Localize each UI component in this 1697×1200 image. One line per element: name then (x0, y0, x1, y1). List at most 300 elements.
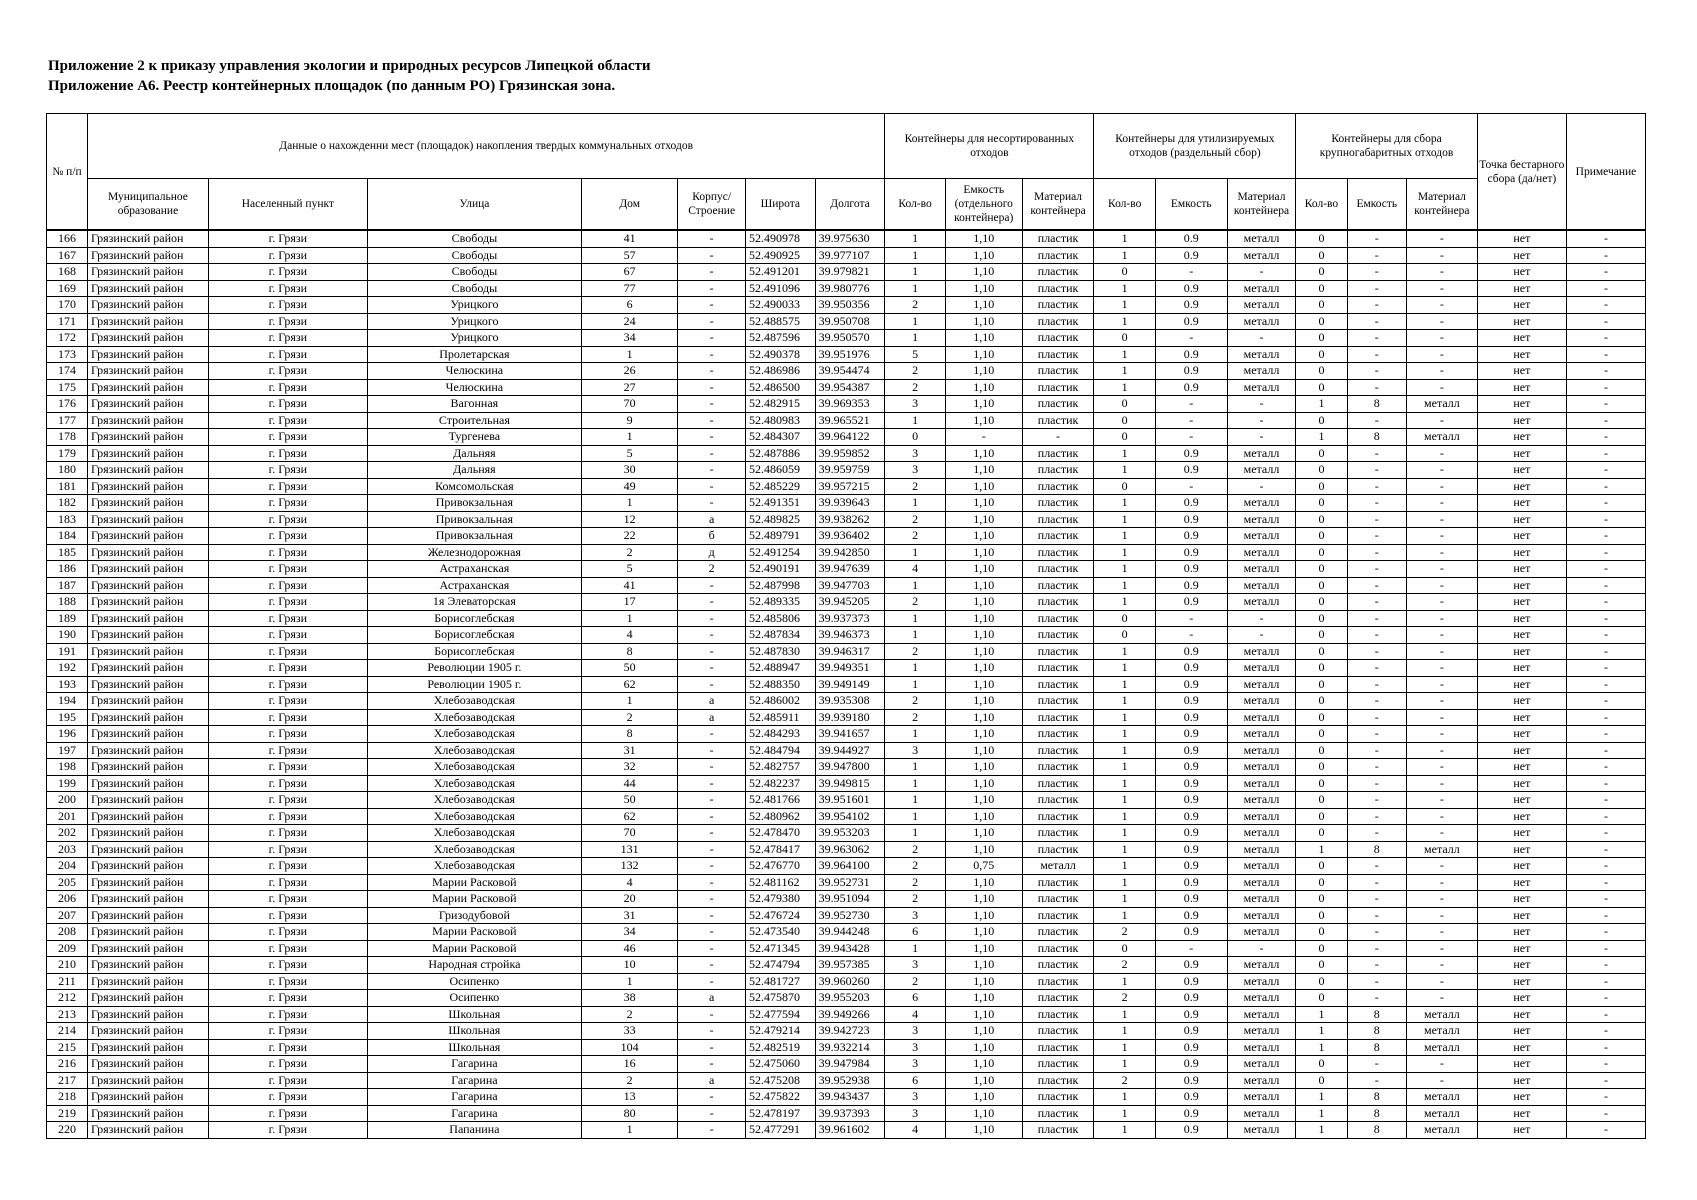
cell-num: 204 (47, 858, 88, 875)
cell-bulky-count: 0 (1296, 643, 1347, 660)
cell-building: 2 (678, 561, 746, 578)
cell-bulky-material: - (1407, 808, 1478, 825)
table-row (47, 858, 1646, 875)
cell-note: - (1566, 973, 1645, 990)
cell-unsorted-capacity: 1,10 (945, 511, 1022, 528)
cell-municipality: Грязинский район (87, 907, 208, 924)
table-row (47, 330, 1646, 347)
cell-note: - (1566, 990, 1645, 1007)
table-row (47, 676, 1646, 693)
cell-recycled-capacity: 0.9 (1155, 973, 1227, 990)
cell-unsorted-capacity: 1,10 (945, 874, 1022, 891)
cell-unsorted-count: 2 (885, 528, 945, 545)
cell-unsorted-material: пластик (1022, 1056, 1094, 1073)
cell-house: 2 (581, 544, 677, 561)
cell-unsorted-material: пластик (1022, 742, 1094, 759)
cell-unsorted-capacity: 1,10 (945, 693, 1022, 710)
cell-municipality: Грязинский район (87, 1039, 208, 1056)
cell-longitude: 39.949351 (815, 660, 885, 677)
cell-recycled-material: - (1227, 610, 1296, 627)
cell-settlement: г. Грязи (208, 330, 367, 347)
cell-longitude: 39.939180 (815, 709, 885, 726)
cell-recycled-capacity: 0.9 (1155, 726, 1227, 743)
cell-street: Гагарина (367, 1072, 581, 1089)
cell-latitude: 52.484307 (745, 429, 815, 446)
cell-unsorted-capacity: 1,10 (945, 676, 1022, 693)
cell-bulky-capacity: - (1347, 577, 1406, 594)
cell-bulky-material: - (1407, 825, 1478, 842)
cell-municipality: Грязинский район (87, 577, 208, 594)
cell-note: - (1566, 230, 1645, 247)
header-col: Муниципальное образование (87, 179, 208, 231)
cell-house: 77 (581, 280, 677, 297)
cell-settlement: г. Грязи (208, 1089, 367, 1106)
cell-point: нет (1477, 230, 1566, 247)
cell-settlement: г. Грязи (208, 841, 367, 858)
cell-unsorted-capacity: 1,10 (945, 907, 1022, 924)
cell-longitude: 39.950356 (815, 297, 885, 314)
cell-house: 34 (581, 330, 677, 347)
cell-house: 6 (581, 297, 677, 314)
cell-settlement: г. Грязи (208, 247, 367, 264)
cell-street: Строительная (367, 412, 581, 429)
cell-settlement: г. Грязи (208, 643, 367, 660)
header-recycled-group: Контейнеры для утилизируемых отходов (раздельный сбор) (1094, 114, 1296, 179)
cell-num: 210 (47, 957, 88, 974)
cell-latitude: 52.487834 (745, 627, 815, 644)
table-row (47, 1105, 1646, 1122)
cell-street: Хлебозаводская (367, 742, 581, 759)
cell-point: нет (1477, 660, 1566, 677)
cell-bulky-capacity: - (1347, 825, 1406, 842)
cell-note: - (1566, 874, 1645, 891)
cell-bulky-count: 0 (1296, 775, 1347, 792)
cell-bulky-capacity: - (1347, 759, 1406, 776)
cell-settlement: г. Грязи (208, 561, 367, 578)
cell-bulky-material: - (1407, 759, 1478, 776)
cell-house: 80 (581, 1105, 677, 1122)
cell-note: - (1566, 412, 1645, 429)
cell-unsorted-material: пластик (1022, 874, 1094, 891)
cell-house: 16 (581, 1056, 677, 1073)
cell-bulky-material: - (1407, 330, 1478, 347)
cell-recycled-count: 1 (1094, 643, 1155, 660)
cell-unsorted-material: пластик (1022, 808, 1094, 825)
cell-note: - (1566, 528, 1645, 545)
cell-bulky-capacity: - (1347, 478, 1406, 495)
cell-settlement: г. Грязи (208, 313, 367, 330)
cell-unsorted-capacity: 1,10 (945, 594, 1022, 611)
header-location-group: Данные о нахожденни мест (площадок) накопления твердых коммунальных отходов (87, 114, 884, 179)
cell-bulky-material: металл (1407, 1023, 1478, 1040)
cell-recycled-capacity: 0.9 (1155, 594, 1227, 611)
cell-longitude: 39.946317 (815, 643, 885, 660)
cell-note: - (1566, 478, 1645, 495)
cell-recycled-count: 0 (1094, 330, 1155, 347)
cell-bulky-material: - (1407, 313, 1478, 330)
cell-street: Свободы (367, 264, 581, 281)
cell-unsorted-count: 2 (885, 709, 945, 726)
cell-recycled-material: металл (1227, 1072, 1296, 1089)
cell-unsorted-count: 2 (885, 841, 945, 858)
cell-bulky-count: 1 (1296, 1039, 1347, 1056)
cell-note: - (1566, 1105, 1645, 1122)
cell-bulky-count: 1 (1296, 1006, 1347, 1023)
cell-municipality: Грязинский район (87, 957, 208, 974)
cell-unsorted-count: 2 (885, 478, 945, 495)
cell-latitude: 52.475060 (745, 1056, 815, 1073)
cell-municipality: Грязинский район (87, 544, 208, 561)
table-row (47, 874, 1646, 891)
cell-street: Хлебозаводская (367, 693, 581, 710)
cell-longitude: 39.950708 (815, 313, 885, 330)
cell-bulky-material: - (1407, 957, 1478, 974)
cell-bulky-capacity: - (1347, 726, 1406, 743)
cell-bulky-material: - (1407, 280, 1478, 297)
cell-unsorted-material: пластик (1022, 379, 1094, 396)
cell-num: 189 (47, 610, 88, 627)
header-col: Емкость (отдельного контейнера) (945, 179, 1022, 231)
cell-recycled-material: металл (1227, 577, 1296, 594)
cell-longitude: 39.952938 (815, 1072, 885, 1089)
cell-latitude: 52.490925 (745, 247, 815, 264)
cell-longitude: 39.980776 (815, 280, 885, 297)
cell-note: - (1566, 363, 1645, 380)
cell-street: Марии Расковой (367, 940, 581, 957)
cell-municipality: Грязинский район (87, 412, 208, 429)
cell-unsorted-capacity: 1,10 (945, 230, 1022, 247)
cell-unsorted-material: металл (1022, 858, 1094, 875)
cell-unsorted-count: 2 (885, 643, 945, 660)
cell-bulky-material: - (1407, 511, 1478, 528)
cell-recycled-count: 1 (1094, 1089, 1155, 1106)
cell-note: - (1566, 429, 1645, 446)
cell-unsorted-capacity: 1,10 (945, 940, 1022, 957)
cell-recycled-count: 0 (1094, 412, 1155, 429)
header-col: Емкость (1155, 179, 1227, 231)
cell-building: - (678, 808, 746, 825)
cell-note: - (1566, 247, 1645, 264)
cell-num: 166 (47, 230, 88, 247)
table-row (47, 759, 1646, 776)
table-row (47, 973, 1646, 990)
cell-settlement: г. Грязи (208, 297, 367, 314)
cell-unsorted-count: 1 (885, 412, 945, 429)
cell-recycled-material: металл (1227, 528, 1296, 545)
cell-point: нет (1477, 973, 1566, 990)
cell-num: 201 (47, 808, 88, 825)
cell-house: 26 (581, 363, 677, 380)
cell-num: 215 (47, 1039, 88, 1056)
cell-recycled-capacity: 0.9 (1155, 874, 1227, 891)
cell-street: Борисоглебская (367, 627, 581, 644)
cell-unsorted-count: 3 (885, 1105, 945, 1122)
cell-recycled-material: металл (1227, 379, 1296, 396)
cell-unsorted-material: пластик (1022, 495, 1094, 512)
cell-num: 174 (47, 363, 88, 380)
cell-num: 170 (47, 297, 88, 314)
cell-longitude: 39.954102 (815, 808, 885, 825)
cell-bulky-capacity: - (1347, 940, 1406, 957)
cell-bulky-count: 0 (1296, 726, 1347, 743)
cell-recycled-capacity: 0.9 (1155, 709, 1227, 726)
cell-municipality: Грязинский район (87, 858, 208, 875)
cell-recycled-material: металл (1227, 313, 1296, 330)
cell-recycled-material: металл (1227, 280, 1296, 297)
cell-unsorted-capacity: 1,10 (945, 808, 1022, 825)
cell-unsorted-count: 3 (885, 1089, 945, 1106)
header-col: Населенный пункт (208, 179, 367, 231)
cell-municipality: Грязинский район (87, 561, 208, 578)
cell-note: - (1566, 792, 1645, 809)
table-row (47, 264, 1646, 281)
cell-note: - (1566, 693, 1645, 710)
cell-building: - (678, 775, 746, 792)
cell-bulky-count: 0 (1296, 462, 1347, 479)
cell-recycled-material: металл (1227, 742, 1296, 759)
cell-street: Комсомольская (367, 478, 581, 495)
cell-recycled-count: 1 (1094, 577, 1155, 594)
cell-settlement: г. Грязи (208, 445, 367, 462)
cell-building: - (678, 874, 746, 891)
cell-bulky-count: 0 (1296, 478, 1347, 495)
cell-unsorted-material: пластик (1022, 280, 1094, 297)
cell-bulky-material: - (1407, 247, 1478, 264)
cell-recycled-material: металл (1227, 858, 1296, 875)
cell-num: 171 (47, 313, 88, 330)
cell-settlement: г. Грязи (208, 693, 367, 710)
cell-building: - (678, 230, 746, 247)
cell-house: 4 (581, 627, 677, 644)
cell-point: нет (1477, 841, 1566, 858)
cell-settlement: г. Грязи (208, 478, 367, 495)
table-row (47, 610, 1646, 627)
cell-municipality: Грязинский район (87, 280, 208, 297)
cell-recycled-material: металл (1227, 825, 1296, 842)
cell-note: - (1566, 660, 1645, 677)
cell-point: нет (1477, 1006, 1566, 1023)
cell-building: - (678, 792, 746, 809)
cell-point: нет (1477, 643, 1566, 660)
cell-bulky-capacity: - (1347, 907, 1406, 924)
cell-point: нет (1477, 445, 1566, 462)
table-row (47, 462, 1646, 479)
cell-house: 24 (581, 313, 677, 330)
cell-bulky-capacity: 8 (1347, 396, 1406, 413)
table-row (47, 445, 1646, 462)
cell-recycled-material: металл (1227, 462, 1296, 479)
cell-bulky-capacity: - (1347, 313, 1406, 330)
cell-municipality: Грязинский район (87, 429, 208, 446)
cell-bulky-count: 1 (1296, 1105, 1347, 1122)
cell-latitude: 52.490978 (745, 230, 815, 247)
cell-recycled-capacity: 0.9 (1155, 1089, 1227, 1106)
cell-bulky-capacity: - (1347, 924, 1406, 941)
cell-street: Борисоглебская (367, 643, 581, 660)
cell-bulky-capacity: 8 (1347, 1122, 1406, 1139)
cell-note: - (1566, 379, 1645, 396)
cell-point: нет (1477, 1039, 1566, 1056)
cell-latitude: 52.486986 (745, 363, 815, 380)
cell-unsorted-capacity: 1,10 (945, 627, 1022, 644)
cell-recycled-material: металл (1227, 594, 1296, 611)
cell-settlement: г. Грязи (208, 858, 367, 875)
cell-longitude: 39.932214 (815, 1039, 885, 1056)
cell-note: - (1566, 577, 1645, 594)
cell-unsorted-material: пластик (1022, 313, 1094, 330)
cell-unsorted-count: 1 (885, 495, 945, 512)
cell-street: Школьная (367, 1006, 581, 1023)
cell-municipality: Грязинский район (87, 230, 208, 247)
cell-latitude: 52.478470 (745, 825, 815, 842)
cell-recycled-count: 1 (1094, 907, 1155, 924)
cell-bulky-count: 0 (1296, 313, 1347, 330)
cell-recycled-capacity: 0.9 (1155, 924, 1227, 941)
cell-settlement: г. Грязи (208, 957, 367, 974)
cell-point: нет (1477, 313, 1566, 330)
cell-latitude: 52.490191 (745, 561, 815, 578)
cell-bulky-material: - (1407, 874, 1478, 891)
cell-num: 181 (47, 478, 88, 495)
cell-bulky-capacity: 8 (1347, 1089, 1406, 1106)
cell-recycled-capacity: 0.9 (1155, 792, 1227, 809)
cell-point: нет (1477, 594, 1566, 611)
cell-recycled-material: металл (1227, 247, 1296, 264)
table-row (47, 924, 1646, 941)
cell-recycled-material: металл (1227, 841, 1296, 858)
cell-longitude: 39.937393 (815, 1105, 885, 1122)
cell-bulky-count: 0 (1296, 445, 1347, 462)
cell-unsorted-capacity: 1,10 (945, 1089, 1022, 1106)
cell-latitude: 52.491201 (745, 264, 815, 281)
cell-unsorted-count: 1 (885, 313, 945, 330)
cell-settlement: г. Грязи (208, 594, 367, 611)
cell-street: Осипенко (367, 990, 581, 1007)
cell-bulky-material: - (1407, 445, 1478, 462)
cell-unsorted-capacity: 0,75 (945, 858, 1022, 875)
cell-recycled-capacity: - (1155, 264, 1227, 281)
cell-recycled-count: 0 (1094, 478, 1155, 495)
cell-recycled-capacity: - (1155, 940, 1227, 957)
cell-street: Папанина (367, 1122, 581, 1139)
cell-street: Урицкого (367, 313, 581, 330)
cell-note: - (1566, 297, 1645, 314)
cell-settlement: г. Грязи (208, 1039, 367, 1056)
cell-settlement: г. Грязи (208, 660, 367, 677)
cell-settlement: г. Грязи (208, 759, 367, 776)
cell-recycled-count: 1 (1094, 841, 1155, 858)
cell-recycled-capacity: 0.9 (1155, 676, 1227, 693)
cell-recycled-material: металл (1227, 660, 1296, 677)
cell-bulky-count: 0 (1296, 1072, 1347, 1089)
cell-house: 50 (581, 660, 677, 677)
cell-house: 41 (581, 577, 677, 594)
cell-municipality: Грязинский район (87, 693, 208, 710)
cell-unsorted-count: 2 (885, 858, 945, 875)
cell-recycled-capacity: 0.9 (1155, 313, 1227, 330)
cell-bulky-material: - (1407, 478, 1478, 495)
cell-bulky-count: 1 (1296, 429, 1347, 446)
table-row (47, 660, 1646, 677)
cell-house: 8 (581, 726, 677, 743)
cell-unsorted-capacity: 1,10 (945, 643, 1022, 660)
header-col: Кол-во (1094, 179, 1155, 231)
cell-recycled-material: металл (1227, 808, 1296, 825)
cell-municipality: Грязинский район (87, 528, 208, 545)
cell-bulky-material: - (1407, 264, 1478, 281)
cell-note: - (1566, 759, 1645, 776)
cell-unsorted-count: 2 (885, 874, 945, 891)
cell-bulky-material: - (1407, 544, 1478, 561)
cell-settlement: г. Грязи (208, 412, 367, 429)
cell-recycled-capacity: 0.9 (1155, 660, 1227, 677)
cell-recycled-capacity: 0.9 (1155, 1122, 1227, 1139)
cell-longitude: 39.947984 (815, 1056, 885, 1073)
cell-longitude: 39.938262 (815, 511, 885, 528)
cell-latitude: 52.479214 (745, 1023, 815, 1040)
cell-bulky-count: 0 (1296, 940, 1347, 957)
cell-house: 57 (581, 247, 677, 264)
cell-unsorted-capacity: 1,10 (945, 363, 1022, 380)
table-row (47, 297, 1646, 314)
cell-unsorted-count: 1 (885, 759, 945, 776)
cell-street: Урицкого (367, 297, 581, 314)
cell-house: 31 (581, 907, 677, 924)
cell-recycled-count: 1 (1094, 858, 1155, 875)
cell-house: 27 (581, 379, 677, 396)
cell-house: 2 (581, 1006, 677, 1023)
cell-latitude: 52.481766 (745, 792, 815, 809)
cell-unsorted-material: пластик (1022, 412, 1094, 429)
cell-num: 213 (47, 1006, 88, 1023)
cell-bulky-capacity: - (1347, 973, 1406, 990)
cell-longitude: 39.943428 (815, 940, 885, 957)
cell-bulky-material: - (1407, 775, 1478, 792)
cell-latitude: 52.488575 (745, 313, 815, 330)
cell-bulky-capacity: - (1347, 1072, 1406, 1089)
cell-recycled-count: 1 (1094, 528, 1155, 545)
cell-building: - (678, 1122, 746, 1139)
cell-building: - (678, 346, 746, 363)
cell-street: Осипенко (367, 973, 581, 990)
cell-bulky-count: 0 (1296, 874, 1347, 891)
cell-unsorted-material: пластик (1022, 462, 1094, 479)
cell-recycled-count: 1 (1094, 775, 1155, 792)
cell-num: 179 (47, 445, 88, 462)
cell-street: Привокзальная (367, 495, 581, 512)
cell-building: д (678, 544, 746, 561)
table-row (47, 940, 1646, 957)
cell-municipality: Грязинский район (87, 313, 208, 330)
cell-bulky-material: - (1407, 561, 1478, 578)
cell-bulky-capacity: - (1347, 792, 1406, 809)
cell-unsorted-material: пластик (1022, 940, 1094, 957)
cell-latitude: 52.486059 (745, 462, 815, 479)
title-line-1: Приложение 2 к приказу управления экологии и природных ресурсов Липецкой области (48, 58, 651, 74)
cell-bulky-count: 0 (1296, 759, 1347, 776)
cell-num: 180 (47, 462, 88, 479)
cell-bulky-material: - (1407, 297, 1478, 314)
cell-house: 70 (581, 396, 677, 413)
cell-num: 172 (47, 330, 88, 347)
cell-building: - (678, 907, 746, 924)
cell-unsorted-capacity: 1,10 (945, 297, 1022, 314)
cell-longitude: 39.949815 (815, 775, 885, 792)
cell-latitude: 52.477291 (745, 1122, 815, 1139)
cell-unsorted-capacity: 1,10 (945, 759, 1022, 776)
cell-municipality: Грязинский район (87, 709, 208, 726)
cell-recycled-capacity: - (1155, 396, 1227, 413)
